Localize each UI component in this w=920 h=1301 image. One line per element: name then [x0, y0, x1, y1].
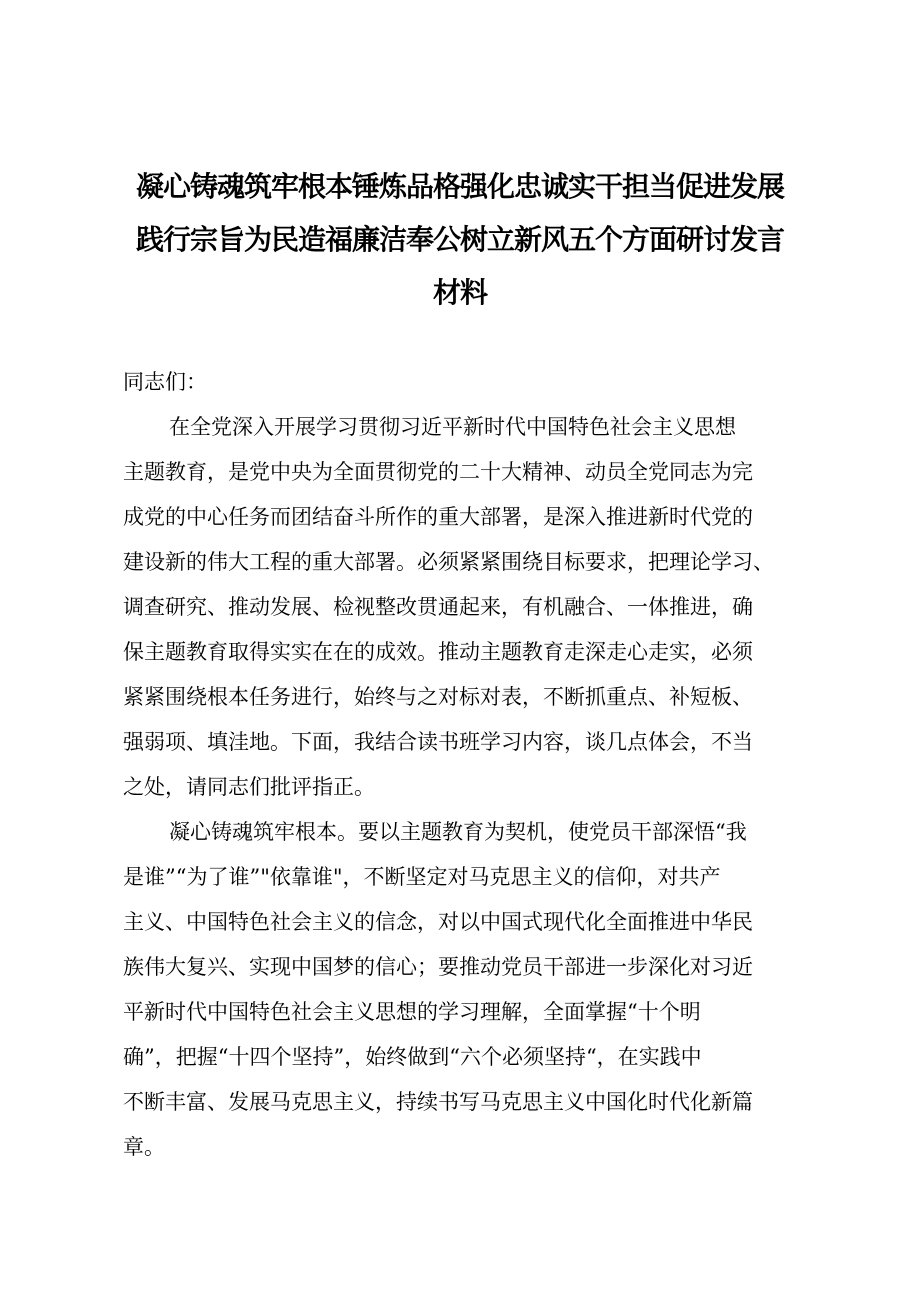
title-line-3: 材料 [432, 276, 487, 309]
paragraph-line: 是谁”“为了谁”"依靠谁"，不断坚定对马克思主义的信仰，对共产 [123, 865, 721, 889]
paragraph-line: 族伟大复兴、实现中国梦的信心；要推动党员干部进一步深化对习近 [123, 955, 753, 979]
paragraph-line: 主题教育，是党中央为全面贯彻党的二十大精神、动员全党同志为完 [123, 460, 753, 484]
document-title [100, 160, 820, 319]
paragraph-line: 平新时代中国特色社会主义思想的学习理解，全面掌握“十个明 [123, 1000, 701, 1024]
paragraph-line: 主义、中国特色社会主义的信念，对以中国式现代化全面推进中华民 [123, 910, 753, 934]
paragraph-line: 凝心铸魂筑牢根本。要以主题教育为契机，使党员干部深悟“我 [169, 820, 747, 844]
title-line-2: 践行宗旨为民造福廉洁奉公树立新风五个方面研讨发言 [135, 223, 784, 256]
paragraph-line: 调查研究、推动发展、检视整改贯通起来，有机融合、一体推进，确 [123, 595, 753, 619]
paragraph-line: 建设新的伟大工程的重大部署。必须紧紧围绕目标要求，把理论学习、 [123, 550, 774, 574]
title-line-1: 凝心铸魂筑牢根本锤炼品格强化忠诚实干担当促进发展 [135, 170, 784, 203]
paragraph-line: 成党的中心任务而团结奋斗所作的重大部署，是深入推进新时代党的 [123, 505, 753, 529]
paragraph-line: 保主题教育取得实实在在的成效。推动主题教育走深走心走实，必须 [123, 640, 753, 664]
greeting: 同志们： [123, 370, 207, 394]
paragraph-line: 确”，把握“十四个坚持”，始终做到“六个必须坚持“，在实践中 [123, 1045, 702, 1069]
paragraph-line: 之处，请同志们批评指正。 [123, 775, 375, 799]
paragraph-line: 紧紧围绕根本任务进行，始终与之对标对表，不断抓重点、补短板、 [123, 685, 753, 709]
document-body [123, 360, 813, 1170]
paragraph-line: 在全党深入开展学习贯彻习近平新时代中国特色社会主义思想 [169, 415, 736, 439]
paragraph-intro [123, 405, 813, 810]
paragraph-section-1 [123, 810, 813, 1170]
paragraph-line: 强弱项、填洼地。下面，我结合读书班学习内容，谈几点体会，不当 [123, 730, 753, 754]
paragraph-line: 不断丰富、发展马克思主义，持续书写马克思主义中国化时代化新篇 [123, 1090, 753, 1114]
paragraph-line: 章。 [123, 1135, 165, 1159]
